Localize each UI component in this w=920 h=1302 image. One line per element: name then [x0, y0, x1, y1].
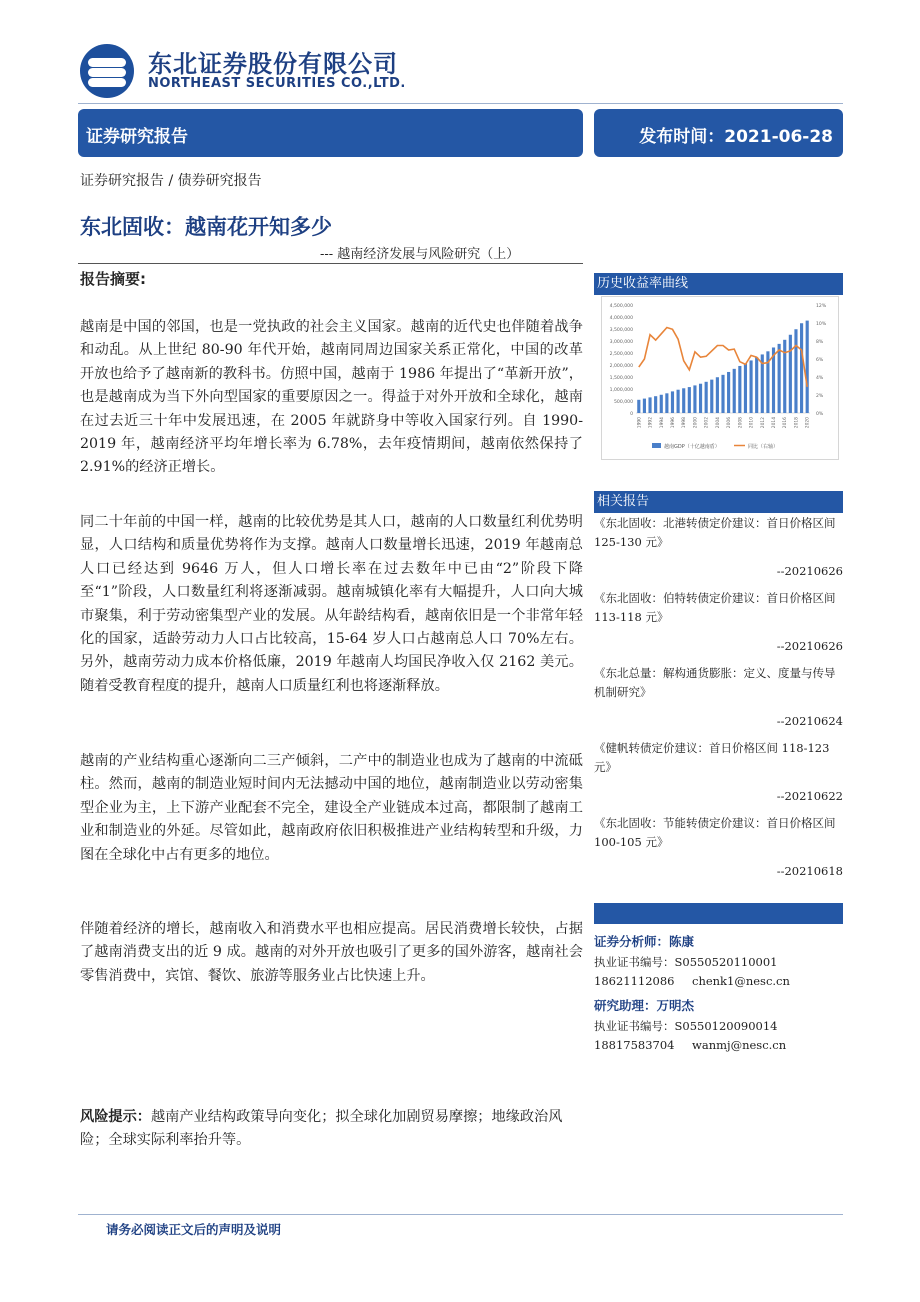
x-tick-label: 2012: [760, 417, 766, 429]
summary-heading: 报告摘要:: [80, 270, 146, 288]
assistant-license: 执业证书编号：S0550120090014: [594, 1019, 778, 1033]
gdp-bar: [688, 387, 691, 413]
related-report-item[interactable]: [594, 664, 843, 731]
gdp-bar: [660, 395, 663, 413]
footer-disclaimer[interactable]: 请务必阅读正文后的声明及说明: [106, 1222, 282, 1237]
related-report-title[interactable]: 《健帆转债定价建议：首日价格区间 118-123元》: [594, 741, 830, 774]
title-divider: [78, 263, 583, 264]
analyst-name: 证券分析师：陈康: [594, 934, 695, 949]
assistant-contact: [594, 1036, 843, 1055]
x-tick-label: 2020: [805, 417, 811, 429]
y-right-tick-label: 8%: [816, 340, 824, 345]
yield-chart: [601, 296, 839, 460]
risk-label: 风险提示：: [80, 1109, 151, 1125]
gdp-bar: [800, 323, 803, 413]
risk-text: 越南产业结构政策导向变化；拟全球化加剧贸易摩擦；地缘政治风险；全球实际利率抬升等。: [80, 1109, 563, 1149]
related-report-item[interactable]: [594, 814, 843, 881]
report-type-label: 证券研究报告: [86, 127, 188, 147]
summary-paragraph-3: 越南的产业结构重心逐渐向二三产倾斜，二产中的制造业也成为了越南的中流砥柱。然而，越南的制造业短时间内无法撼动中国的地位，越南制造业以劳动密集型企业为主，上下游产业配套不完全，建设全产业链成本过高，都限制了越南工业和制造业的外延。尽管如此，越南政府依旧积极推进产业结构转型和升级，力图在全球化中占有更多的地位。: [80, 753, 583, 863]
gdp-bar: [721, 375, 724, 413]
x-tick-label: 2002: [704, 417, 710, 429]
company-name-cn: 东北证券股份有限公司: [148, 50, 398, 78]
analyst-email[interactable]: chenk1@nesc.cn: [692, 974, 790, 988]
related-reports-heading: 相关报告: [594, 491, 843, 513]
publish-date: 发布时间：2021-06-28: [639, 127, 833, 147]
breadcrumb: 证券研究报告 / 债券研究报告: [80, 173, 262, 189]
summary-paragraph-4: 伴随着经济的增长，越南收入和消费水平也相应提高。居民消费增长较快，占据了越南消费支出的近 9 成。越南的对外开放也吸引了更多的国外游客，越南社会零售消费中，宾馆、餐饮、旅游等服务业占比快速上升。: [80, 921, 583, 984]
x-tick-label: 1994: [659, 417, 665, 429]
related-report-title[interactable]: 《东北固收：北港转债定价建议：首日价格区间 125-130 元》: [594, 516, 836, 549]
related-report-title[interactable]: 《东北固收：伯特转债定价建议：首日价格区间 113-118 元》: [594, 591, 836, 624]
analyst-contact: [594, 972, 843, 991]
analyst-license: 执业证书编号：S0550520110001: [594, 955, 778, 969]
analyst-section-bar: [594, 903, 843, 924]
gdp-bar: [755, 357, 758, 413]
x-tick-label: 2014: [772, 417, 778, 429]
y-left-tick-label: 1,000,000: [609, 388, 633, 393]
y-right-tick-label: 6%: [816, 358, 824, 363]
y-left-tick-label: 3,500,000: [609, 328, 633, 333]
gdp-bar: [749, 360, 752, 413]
page-title: 东北固收：越南花开知多少: [80, 215, 332, 239]
gdp-bar: [654, 396, 657, 413]
related-report-date: --20210618: [776, 864, 843, 878]
footer-divider: [78, 1214, 843, 1215]
legend-label-growth: 同比（右轴）: [748, 444, 779, 450]
gdp-bar: [806, 321, 809, 413]
related-report-item[interactable]: [594, 739, 843, 806]
x-tick-label: 1996: [670, 417, 676, 429]
report-type-banner: [78, 109, 583, 157]
risk-warning: [80, 1106, 583, 1153]
gdp-bar: [716, 377, 719, 413]
gdp-bar: [727, 372, 730, 413]
chart-heading: 历史收益率曲线: [594, 273, 843, 295]
header-divider: [78, 103, 843, 104]
page-subtitle: --- 越南经济发展与风险研究（上）: [320, 247, 520, 262]
gdp-bar: [783, 340, 786, 413]
related-report-date: --20210622: [776, 789, 843, 803]
gdp-bar: [643, 399, 646, 413]
related-reports-list: [594, 514, 843, 889]
y-right-tick-label: 12%: [816, 304, 827, 309]
gdp-bar: [778, 344, 781, 413]
x-tick-label: 2006: [727, 417, 733, 429]
related-report-date: --20210626: [776, 564, 843, 578]
y-right-tick-label: 4%: [816, 376, 824, 381]
gdp-bar: [637, 400, 640, 413]
publish-date-banner: [594, 109, 843, 157]
y-left-tick-label: 3,000,000: [609, 340, 633, 345]
related-report-title[interactable]: 《东北总量：解构通货膨胀：定义、度量与传导机制研究》: [594, 666, 836, 699]
gdp-bar: [738, 366, 741, 413]
x-tick-label: 1998: [682, 417, 688, 429]
gdp-bar: [677, 390, 680, 413]
gdp-bar: [671, 391, 674, 413]
related-report-item[interactable]: [594, 589, 843, 656]
x-tick-label: 2008: [738, 417, 744, 429]
legend-label-gdp: 越南GDP（十亿越南盾）: [664, 444, 720, 450]
gdp-bar: [693, 385, 696, 413]
chart-svg: [602, 297, 838, 459]
analyst-info: [594, 933, 843, 1055]
gdp-bar: [710, 380, 713, 413]
gdp-bar: [789, 335, 792, 413]
assistant-name: 研究助理：万明杰: [594, 998, 695, 1013]
x-tick-label: 2000: [693, 417, 699, 429]
y-left-tick-label: 2,000,000: [609, 364, 633, 369]
gdp-bar: [699, 384, 702, 413]
y-left-tick-label: 1,500,000: [609, 376, 633, 381]
x-tick-label: 1992: [648, 417, 654, 429]
analyst-phone: 18621112086: [594, 974, 675, 988]
assistant-email[interactable]: wanmj@nesc.cn: [692, 1038, 787, 1052]
x-tick-label: 2016: [783, 417, 789, 429]
y-right-tick-label: 2%: [816, 394, 824, 399]
gdp-bar: [665, 393, 668, 413]
y-left-tick-label: 500,000: [614, 400, 633, 405]
x-tick-label: 2010: [749, 417, 755, 429]
gdp-bar: [733, 369, 736, 413]
y-left-tick-label: 4,500,000: [609, 304, 633, 309]
gdp-bar: [705, 382, 708, 413]
assistant-phone: 18817583704: [594, 1038, 675, 1052]
x-tick-label: 1990: [637, 417, 643, 429]
legend-swatch-gdp: [652, 443, 661, 448]
company-logo: [80, 44, 134, 98]
x-tick-label: 2004: [715, 417, 721, 429]
y-left-tick-label: 0: [630, 412, 633, 417]
related-report-date: --20210624: [776, 714, 843, 728]
gdp-bar: [648, 397, 651, 413]
gdp-bar: [744, 364, 747, 413]
related-report-title[interactable]: 《东北固收：节能转债定价建议：首日价格区间 100-105 元》: [594, 816, 836, 849]
related-report-item[interactable]: [594, 514, 843, 581]
x-tick-label: 2018: [794, 417, 800, 429]
gdp-bar: [794, 329, 797, 413]
y-right-tick-label: 0%: [816, 412, 824, 417]
company-name-en: NORTHEAST SECURITIES CO.,LTD.: [148, 76, 406, 91]
summary-paragraph-2: 同二十年前的中国一样，越南的比较优势是其人口，越南的人口数量红利优势明显，人口结构和质量优势将作为支撑。越南人口数量增长迅速，2019 年越南总人口已经达到 9646 万人，但人口增长率在过去数年中已由“2”阶段下降至“1”阶段，人口数量红利将逐渐减弱。越南城镇化率有大幅提升，人口向大城市聚集，利于劳动密集型产业的发展。从年龄结构看，越南依旧是一个非常年轻化的国家，适龄劳动力人口占比较高，15-64 岁人口占越南总人口 70%左右。另外，越南劳动力成本价格低廉，2019 年越南人均国民净收入仅 2162 美元。随着受教育程度的提升，越南人口质量红利也将逐渐释放。: [80, 514, 583, 694]
summary-paragraph-1: 越南是中国的邻国，也是一党执政的社会主义国家。越南的近代史也伴随着战争和动乱。从上世纪 80-90 年代开始，越南同周边国家关系正常化，中国的改革开放也给予了越南新的教科书。仿照中国，越南于 1986 年提出了“革新开放”，也是越南成为当下外向型国家的重要原因之一。得益于对外开放和全球化，越南在过去近三十年中发展迅速，在 2005 年就跻身中等收入国家行列。自 1990-2019 年，越南经济平均年增长率为 6.78%，去年疫情期间，越南依然保持了 2.91%的经济正增长。: [80, 319, 583, 476]
y-right-tick-label: 10%: [816, 322, 827, 327]
y-left-tick-label: 2,500,000: [609, 352, 633, 357]
related-report-date: --20210626: [776, 639, 843, 653]
gdp-bar: [682, 388, 685, 413]
y-left-tick-label: 4,000,000: [609, 316, 633, 321]
